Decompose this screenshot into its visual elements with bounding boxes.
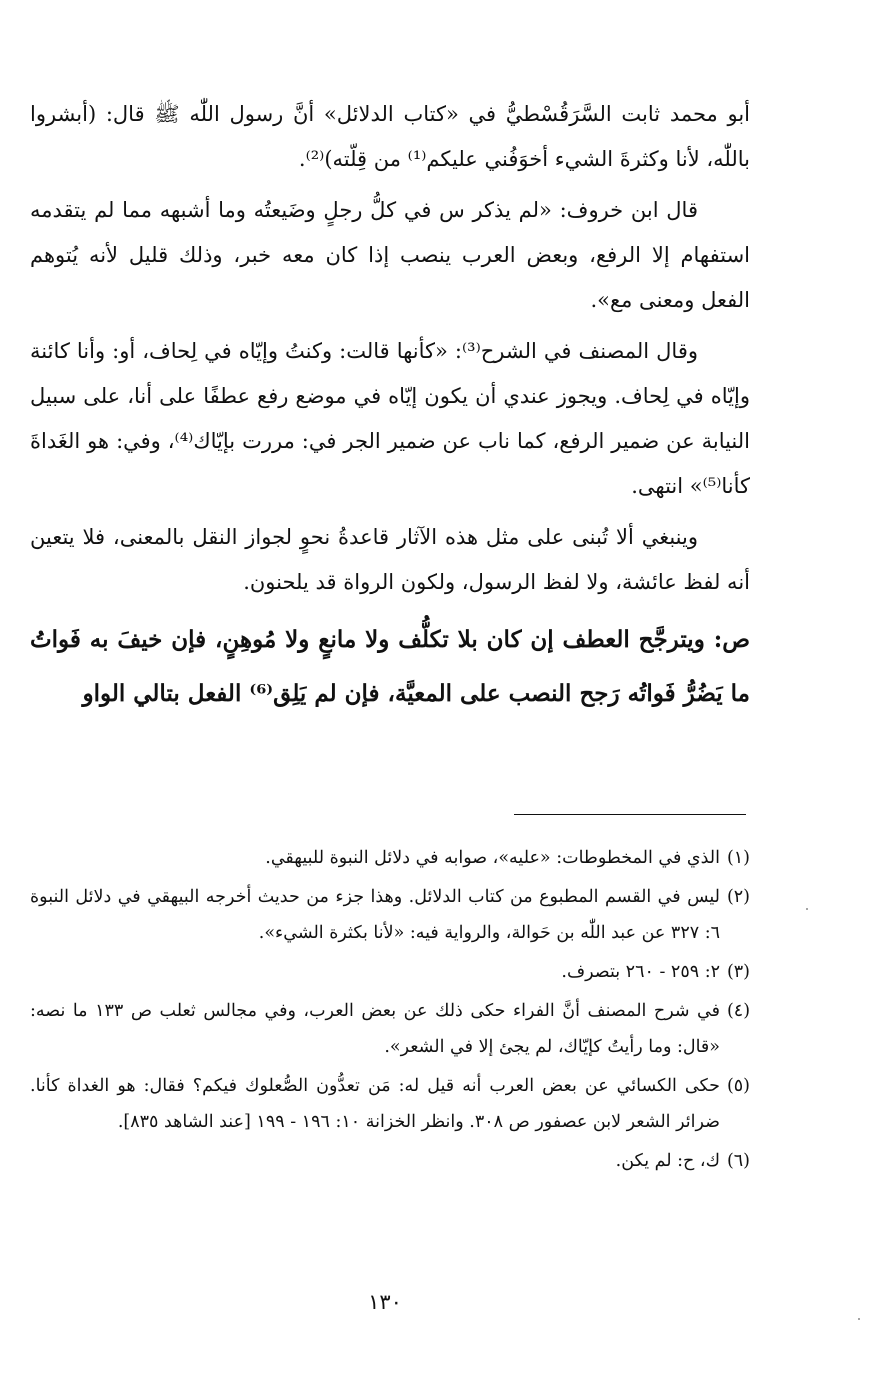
footnote (30, 879, 750, 951)
paragraph-ibn-kharuf: قال ابن خروف: «لم يذكر س في كلُّ رجلٍ وضَيعتُه وما أشبهه مما لم يتقدمه استفهام إلا الرفع، وبعض العرب ينصب إذا كان معه خبر، وذلك قليل لأنه يُتوهم الفعل ومعنى مع». (30, 198, 750, 312)
footnote-text: ٢: ٢٥٩ - ٢٦٠ بتصرف. (561, 962, 720, 982)
footnote-separator (514, 814, 746, 815)
footnote-number: (١) (726, 848, 750, 868)
paragraph-transmission-note: وينبغي ألا تُبنى على مثل هذه الآثار قاعدةُ نحوٍ لجواز النقل بالمعنى، فلا يتعين أنه لفظ عائشة، ولا لفظ الرسول، ولكون الرواة قد يلحنون. (30, 525, 750, 594)
footnote-number: (٣) (726, 962, 750, 982)
page-number: ١٣٠ (368, 1290, 402, 1314)
paragraph-author-commentary: وقال المصنف في الشرح⁽³⁾: «كأنها قالت: وكنتُ وإيّاه في لِحاف، أو: وأنا كائنة وإيّاه في لِحاف. ويجوز عندي أن يكون إيّاه في موضع رفع عطفًا على أنا، على سبيل النيابة عن ضمير الرفع، كما ناب عن ضمير الجر في: مررت بإيّاك⁽⁴⁾، وفي: هو الغَداةَ كأنا⁽⁵⁾» انتهى. (30, 339, 751, 498)
footnote-text: حكى الكسائي عن بعض العرب أنه قيل له: مَن تعدُّون الصُّعلوك فيكم؟ فقال: هو الغداة كأنا. ضرائر الشعر لابن عصفور ص ٣٠٨. وانظر الخزانة ١٠: ١٩٦ - ١٩٩ [عند الشاهد ٨٣٥]. (30, 1076, 720, 1132)
footnote-number: (٦) (726, 1151, 750, 1171)
footnote (30, 954, 750, 990)
scan-speck (858, 1318, 860, 1320)
footnote (30, 1068, 750, 1140)
footnote (30, 840, 750, 876)
main-text (30, 92, 750, 721)
footnote (30, 1143, 750, 1179)
footnote-text: الذي في المخطوطات: «عليه»، صوابه في دلائل النبوة للبيهقي. (265, 848, 720, 868)
footnote-text: ك، ح: لم يكن. (615, 1151, 720, 1171)
scan-speck (806, 908, 808, 910)
footnote-text: في شرح المصنف أنَّ الفراء حكى ذلك عن بعض العرب، وفي مجالس ثعلب ص ١٣٣ ما نصه: «قال: وما رأيتُ كإيّاك، لم يجئ إلا في الشعر». (30, 1001, 721, 1057)
footnotes (30, 840, 750, 1182)
footnote-number: (٤) (726, 1001, 751, 1021)
footnote-number: (٥) (726, 1076, 750, 1096)
footnote (30, 993, 750, 1065)
paragraph-main-rule: ص: ويترجَّح العطف إن كان بلا تكلُّف ولا مانعٍ ولا مُوهِنٍ، فإن خيفَ به فَواتُ ما يَضُرُّ فَواتُه رَجح النصب على المعيَّة، فإن لم يَلِق⁽⁶⁾ الفعل بتالي الواو (30, 626, 750, 707)
footnote-text: ليس في القسم المطبوع من كتاب الدلائل. وهذا جزء من حديث أخرجه البيهقي في دلائل النبوة ٦: ٣٢٧ عن عبد اللّٰه بن حَوالة، والرواية فيه: «لأنا بكثرة الشيء». (30, 887, 720, 943)
paragraph-hadith-citation: أبو محمد ثابت السَّرَقُسْطيُّ في «كتاب الدلائل» أنَّ رسول اللّٰه ﷺ قال: (أبشروا باللّٰه، لأنا وكثرةَ الشيء أخوَفُني عليكم⁽¹⁾ من قِلّته)⁽²⁾. (30, 102, 750, 171)
footnote-number: (٢) (726, 887, 750, 907)
